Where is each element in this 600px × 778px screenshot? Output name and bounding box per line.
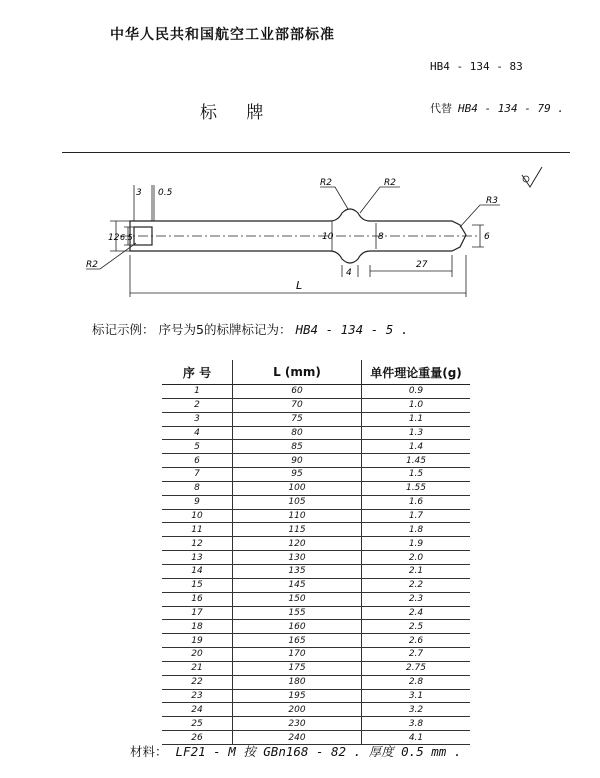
row-weight: 3.8 bbox=[362, 717, 471, 731]
row-length: 90 bbox=[233, 454, 362, 468]
row-seq: 25 bbox=[162, 717, 233, 731]
row-weight: 1.3 bbox=[362, 426, 471, 440]
row-length: 100 bbox=[233, 481, 362, 495]
row-seq: 10 bbox=[162, 509, 233, 523]
row-seq: 1 bbox=[162, 385, 233, 399]
table-row bbox=[162, 606, 470, 620]
row-seq: 4 bbox=[162, 426, 233, 440]
table-row bbox=[162, 717, 470, 731]
dim-6-5: 6.5 bbox=[120, 233, 133, 242]
row-length: 135 bbox=[233, 564, 362, 578]
row-length: 150 bbox=[233, 592, 362, 606]
row-seq: 15 bbox=[162, 578, 233, 592]
table-row bbox=[162, 675, 470, 689]
supersedes-line bbox=[430, 100, 564, 116]
dim-r3: R3 bbox=[486, 196, 498, 206]
marking-label: 标记示例： bbox=[92, 322, 155, 337]
standard-code: HB4 - 134 - 83 bbox=[430, 60, 523, 73]
row-length: 230 bbox=[233, 717, 362, 731]
table-row bbox=[162, 385, 470, 399]
row-seq: 17 bbox=[162, 606, 233, 620]
nameplate-drawing bbox=[80, 165, 550, 305]
row-seq: 14 bbox=[162, 564, 233, 578]
dim-0-5: 0.5 bbox=[158, 188, 173, 198]
row-length: 75 bbox=[233, 412, 362, 426]
row-weight: 2.8 bbox=[362, 675, 471, 689]
row-seq: 20 bbox=[162, 648, 233, 662]
table-row bbox=[162, 592, 470, 606]
row-length: 155 bbox=[233, 606, 362, 620]
row-seq: 6 bbox=[162, 454, 233, 468]
row-seq: 21 bbox=[162, 661, 233, 675]
row-seq: 23 bbox=[162, 689, 233, 703]
row-weight: 2.7 bbox=[362, 648, 471, 662]
row-weight: 2.3 bbox=[362, 592, 471, 606]
material-value: LF21 - M 按 GBn168 - 82 . 厚度 0.5 mm . bbox=[175, 744, 462, 759]
row-length: 120 bbox=[233, 537, 362, 551]
row-weight: 0.9 bbox=[362, 385, 471, 399]
row-length: 70 bbox=[233, 398, 362, 412]
dim-27: 27 bbox=[416, 260, 428, 270]
row-weight: 2.6 bbox=[362, 634, 471, 648]
row-seq: 2 bbox=[162, 398, 233, 412]
row-seq: 24 bbox=[162, 703, 233, 717]
dim-4: 4 bbox=[346, 268, 352, 278]
row-seq: 11 bbox=[162, 523, 233, 537]
row-weight: 1.6 bbox=[362, 495, 471, 509]
table-row bbox=[162, 523, 470, 537]
table-row bbox=[162, 661, 470, 675]
table-row bbox=[162, 537, 470, 551]
spec-table-body bbox=[162, 385, 470, 745]
table-row bbox=[162, 481, 470, 495]
table-row bbox=[162, 398, 470, 412]
marking-example bbox=[92, 320, 408, 338]
row-seq: 22 bbox=[162, 675, 233, 689]
row-seq: 7 bbox=[162, 468, 233, 482]
row-length: 95 bbox=[233, 468, 362, 482]
table-row bbox=[162, 578, 470, 592]
row-seq: 5 bbox=[162, 440, 233, 454]
row-weight: 1.45 bbox=[362, 454, 471, 468]
table-row bbox=[162, 412, 470, 426]
row-weight: 2.5 bbox=[362, 620, 471, 634]
table-row bbox=[162, 564, 470, 578]
dim-3: 3 bbox=[136, 188, 142, 198]
row-length: 170 bbox=[233, 648, 362, 662]
row-seq: 8 bbox=[162, 481, 233, 495]
row-seq: 16 bbox=[162, 592, 233, 606]
table-row bbox=[162, 634, 470, 648]
row-length: 130 bbox=[233, 551, 362, 565]
dim-r2-a: R2 bbox=[320, 178, 332, 188]
row-weight: 1.0 bbox=[362, 398, 471, 412]
row-length: 195 bbox=[233, 689, 362, 703]
spec-table bbox=[162, 360, 470, 745]
table-row bbox=[162, 426, 470, 440]
row-seq: 26 bbox=[162, 731, 233, 745]
row-seq: 3 bbox=[162, 412, 233, 426]
table-row bbox=[162, 551, 470, 565]
material-line bbox=[130, 742, 461, 760]
dim-L: L bbox=[296, 279, 303, 292]
table-row bbox=[162, 468, 470, 482]
supersedes-label: 代替 bbox=[430, 102, 452, 115]
row-weight: 1.55 bbox=[362, 481, 471, 495]
row-length: 80 bbox=[233, 426, 362, 440]
table-row bbox=[162, 620, 470, 634]
row-length: 105 bbox=[233, 495, 362, 509]
row-seq: 18 bbox=[162, 620, 233, 634]
table-row bbox=[162, 703, 470, 717]
header-length: L (mm) bbox=[233, 360, 362, 385]
header-weight: 单件理论重量(g) bbox=[362, 360, 471, 385]
row-weight: 1.5 bbox=[362, 468, 471, 482]
dim-8: 8 bbox=[378, 232, 384, 242]
row-weight: 1.9 bbox=[362, 537, 471, 551]
row-length: 165 bbox=[233, 634, 362, 648]
table-row bbox=[162, 440, 470, 454]
table-row bbox=[162, 689, 470, 703]
dim-6: 6 bbox=[484, 232, 490, 242]
row-length: 240 bbox=[233, 731, 362, 745]
header-divider bbox=[62, 152, 570, 153]
row-weight: 3.2 bbox=[362, 703, 471, 717]
dim-r2-c: R2 bbox=[86, 260, 98, 270]
table-row bbox=[162, 509, 470, 523]
dim-10: 10 bbox=[322, 232, 334, 242]
surface-finish-icon bbox=[522, 167, 542, 187]
row-length: 180 bbox=[233, 675, 362, 689]
row-length: 110 bbox=[233, 509, 362, 523]
row-length: 85 bbox=[233, 440, 362, 454]
row-weight: 1.4 bbox=[362, 440, 471, 454]
table-row bbox=[162, 495, 470, 509]
marking-text: 序号为5的标牌标记为： bbox=[158, 322, 292, 337]
row-seq: 13 bbox=[162, 551, 233, 565]
standard-org-title: 中华人民共和国航空工业部部标准 bbox=[110, 27, 335, 43]
row-length: 200 bbox=[233, 703, 362, 717]
row-length: 175 bbox=[233, 661, 362, 675]
row-length: 115 bbox=[233, 523, 362, 537]
row-weight: 2.75 bbox=[362, 661, 471, 675]
row-weight: 1.1 bbox=[362, 412, 471, 426]
row-weight: 3.1 bbox=[362, 689, 471, 703]
row-weight: 4.1 bbox=[362, 731, 471, 745]
dim-12: 12 bbox=[108, 233, 120, 243]
header-seq: 序 号 bbox=[162, 360, 233, 385]
row-seq: 19 bbox=[162, 634, 233, 648]
row-weight: 2.4 bbox=[362, 606, 471, 620]
row-length: 160 bbox=[233, 620, 362, 634]
marking-code: HB4 - 134 - 5 . bbox=[295, 322, 409, 337]
dim-r2-b: R2 bbox=[384, 178, 396, 188]
row-weight: 2.2 bbox=[362, 578, 471, 592]
table-row bbox=[162, 454, 470, 468]
supersedes-code: HB4 - 134 - 79 . bbox=[458, 102, 564, 115]
document-title: 标 牌 bbox=[200, 103, 276, 123]
table-row bbox=[162, 648, 470, 662]
row-weight: 2.0 bbox=[362, 551, 471, 565]
row-weight: 1.8 bbox=[362, 523, 471, 537]
material-label: 材料： bbox=[130, 744, 168, 759]
row-weight: 2.1 bbox=[362, 564, 471, 578]
row-weight: 1.7 bbox=[362, 509, 471, 523]
row-seq: 12 bbox=[162, 537, 233, 551]
row-seq: 9 bbox=[162, 495, 233, 509]
row-length: 145 bbox=[233, 578, 362, 592]
row-length: 60 bbox=[233, 385, 362, 399]
